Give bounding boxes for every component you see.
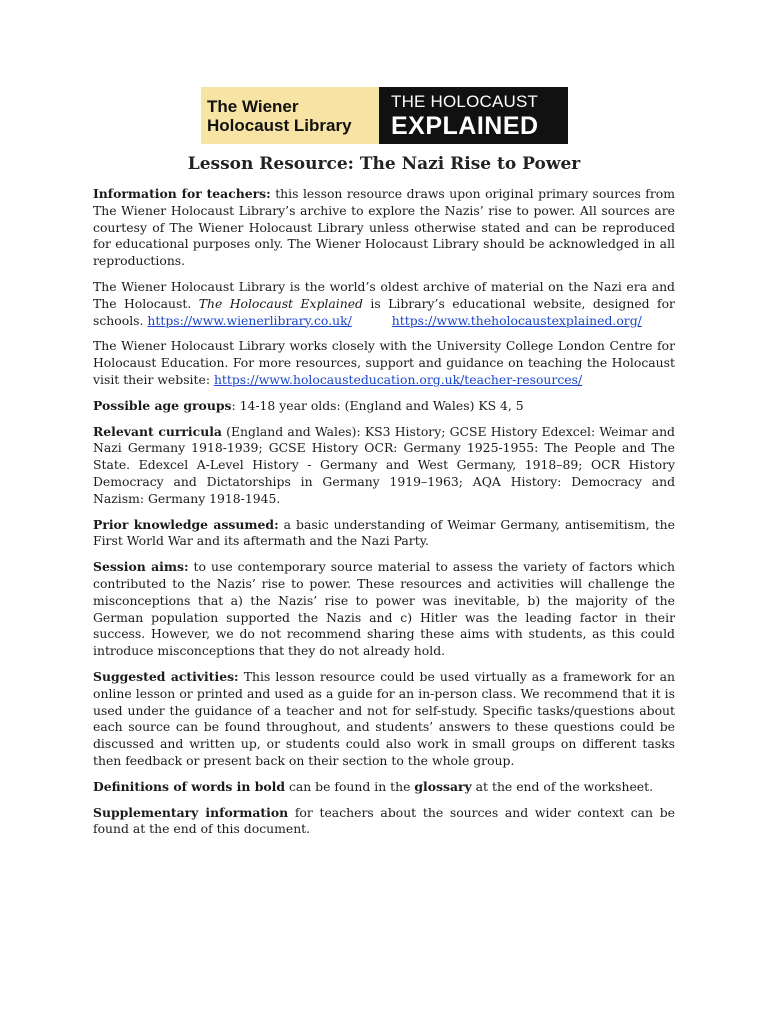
page-title: Lesson Resource: The Nazi Rise to Power bbox=[187, 154, 581, 174]
glossary-term: glossary bbox=[414, 778, 472, 794]
aims-label: Session aims: bbox=[93, 559, 189, 575]
about-italic: The Holocaust Explained bbox=[198, 295, 363, 311]
aims-paragraph bbox=[93, 559, 675, 660]
curricula-paragraph bbox=[93, 424, 675, 508]
holocaust-explained-link[interactable]: https://www.theholocaustexplained.org/ bbox=[391, 312, 642, 328]
ucl-paragraph bbox=[93, 338, 675, 388]
age-text: : 14-18 year olds: (England and Wales) KS 4, 5 bbox=[231, 397, 524, 413]
about-text1: The Wiener Holocaust Library is the world’s oldest archive of material on the Nazi era and The Holocaust. bbox=[93, 278, 675, 311]
holocaust-education-link[interactable]: https://www.holocausteducation.org.uk/teacher-resources/ bbox=[213, 371, 583, 387]
activities-text: This lesson resource could be used virtually as a framework for an online lesson or printed and used as a guide for an in-person class. We recommend that it is used under the guidance of a teacher and not for self-study. Specific tasks/questions about each source can be found throughout, and students’ answers to these questions could be discussed and written up, or students could also work in small groups on different tasks then feedback or present back on their section to the whole group. bbox=[93, 668, 675, 768]
definitions-label: Definitions of words in bold bbox=[93, 778, 285, 794]
curricula-text: (England and Wales): KS3 History; GCSE History Edexcel: Weimar and Nazi Germany 1918-1939; GCSE History OCR: Germany 1925-1955: The People and The State. Edexcel A-Level History - Germany and West Germany, 1918–89; OCR History Democracy and Dictatorships in Germany 1919–1963; AQA History: Democracy and Nazism: Germany 1918-1945. bbox=[93, 423, 675, 506]
definitions-text1: can be found in the bbox=[285, 778, 415, 794]
aims-text: to use contemporary source material to assess the variety of factors which contributed to the Nazis’ rise to power. These resources and activities will challenge the misconceptions that a) the Nazis’ rise to power was inevitable, b) the majority of the German population supported the Nazis and c) Hitler was the leading factor in their success. However, we do not recommend sharing these aims with students, as this could introduce misconceptions that they do not already hold. bbox=[93, 559, 675, 659]
supplementary-paragraph bbox=[93, 805, 675, 839]
wiener-library-link[interactable]: https://www.wienerlibrary.co.uk/ bbox=[147, 312, 352, 328]
info-paragraph bbox=[93, 186, 675, 270]
ucl-text: The Wiener Holocaust Library works closely with the University College London Centre for Holocaust Education. For more resources, support and guidance on teaching the Holocaust visit their website: bbox=[93, 338, 675, 387]
age-label: Possible age groups bbox=[93, 397, 232, 413]
document-body bbox=[93, 186, 675, 847]
activities-paragraph bbox=[93, 669, 675, 770]
supplementary-text: for teachers about the sources and wider context can be found at the end of this document. bbox=[93, 804, 675, 837]
wiener-library-logo bbox=[201, 87, 379, 144]
he-logo-line1: THE HOLOCAUST bbox=[391, 91, 539, 111]
wiener-logo-line2: Holocaust Library bbox=[207, 115, 352, 135]
about-text2: is Library’s educational website, designed for schools. bbox=[93, 295, 675, 328]
about-paragraph bbox=[93, 279, 675, 329]
info-label: Information for teachers: bbox=[93, 186, 271, 201]
prior-text: a basic understanding of Weimar Germany, antisemitism, the First World War and its aftermath and the Nazi Party. bbox=[93, 516, 675, 549]
header-logos bbox=[201, 87, 568, 144]
wiener-logo-line1: The Wiener bbox=[207, 96, 299, 116]
definitions-paragraph bbox=[93, 779, 675, 796]
curricula-label: Relevant curricula bbox=[93, 423, 222, 439]
supplementary-label: Supplementary information bbox=[93, 804, 289, 820]
info-text: this lesson resource draws upon original primary sources from The Wiener Holocaust Library’s archive to explore the Nazis’ rise to power. All sources are courtesy of The Wiener Holocaust Library unless otherwise stated and can be reproduced for educational purposes only. The Wiener Holocaust Library should be acknowledged in all reproductions. bbox=[93, 186, 675, 269]
activities-label: Suggested activities: bbox=[93, 668, 239, 684]
definitions-text2: at the end of the worksheet. bbox=[471, 778, 654, 794]
prior-label: Prior knowledge assumed: bbox=[93, 516, 279, 532]
age-paragraph bbox=[93, 398, 675, 415]
holocaust-explained-logo bbox=[379, 87, 568, 144]
he-logo-line2: EXPLAINED bbox=[391, 111, 539, 140]
prior-paragraph bbox=[93, 517, 675, 551]
